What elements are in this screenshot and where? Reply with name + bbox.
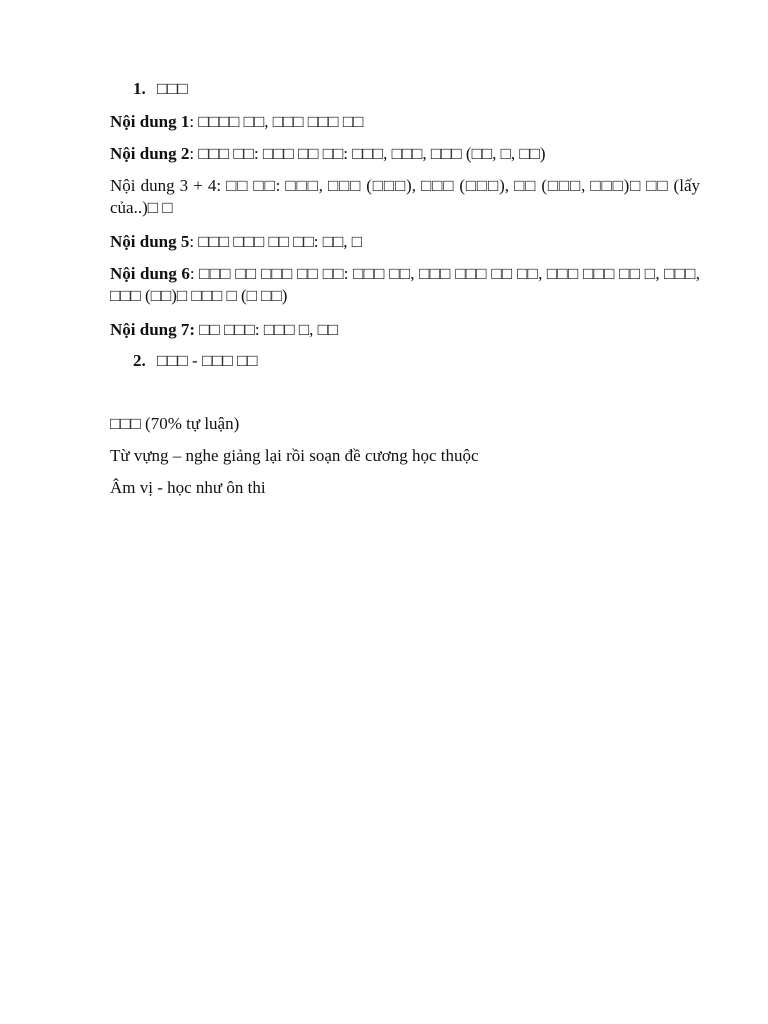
content-item-1 (110, 111, 700, 133)
item-label: Nội dung 5 (110, 232, 190, 251)
item-label: Nội dung 2 (110, 144, 190, 163)
content-item-7 (110, 319, 700, 341)
item-separator: : (189, 264, 200, 283)
section-heading-2 (133, 350, 723, 372)
note-text: □□□ (70% tự luận) (110, 414, 240, 433)
item-label: Nội dung 1 (110, 112, 190, 131)
section-number: 2. (133, 351, 146, 370)
item-separator: : (189, 144, 199, 163)
content-item-5 (110, 231, 700, 253)
item-text: □□□□ □□, □□□ □□□ □□ (198, 112, 364, 131)
note-line-2 (110, 445, 700, 467)
item-text: □□ □□□: □□□ □, □□ (199, 320, 339, 339)
item-separator: : (216, 176, 227, 195)
section-title: □□□ (157, 79, 188, 98)
content-item-3-4 (110, 175, 700, 219)
section-heading-1 (133, 78, 723, 100)
note-line-1 (110, 413, 700, 435)
section-title: □□□ - □□□ □□ (157, 351, 258, 370)
item-separator: : (189, 232, 199, 251)
note-text: Từ vựng – nghe giảng lại rồi soạn đề cương học thuộc (110, 446, 479, 465)
item-text: □□ □□: □□□, □□□ (□□□), □□□ (□□□), □□ (□□□, □□□)□ □□ (lấy của..)□ □ (110, 176, 700, 217)
note-line-3 (110, 477, 700, 499)
content-item-2 (110, 143, 700, 165)
section-number: 1. (133, 79, 146, 98)
item-label: Nội dung 6 (110, 264, 190, 283)
content-item-6 (110, 263, 700, 307)
item-label: Nội dung 7: (110, 320, 196, 339)
item-text: □□□ □□: □□□ □□ □□: □□□, □□□, □□□ (□□, □, □□) (198, 144, 546, 163)
item-text: □□□ □□ □□□ □□ □□: □□□ □□, □□□ □□□ □□ □□, □□□ □□□ □□ □, □□□, □□□ (□□)□ □□□ □ (□ □□) (110, 264, 700, 305)
item-text: □□□ □□□ □□ □□: □□, □ (198, 232, 363, 251)
item-separator: : (189, 112, 199, 131)
note-text: Âm vị - học như ôn thi (110, 478, 266, 497)
item-label: Nội dung 3 + 4 (110, 176, 217, 195)
